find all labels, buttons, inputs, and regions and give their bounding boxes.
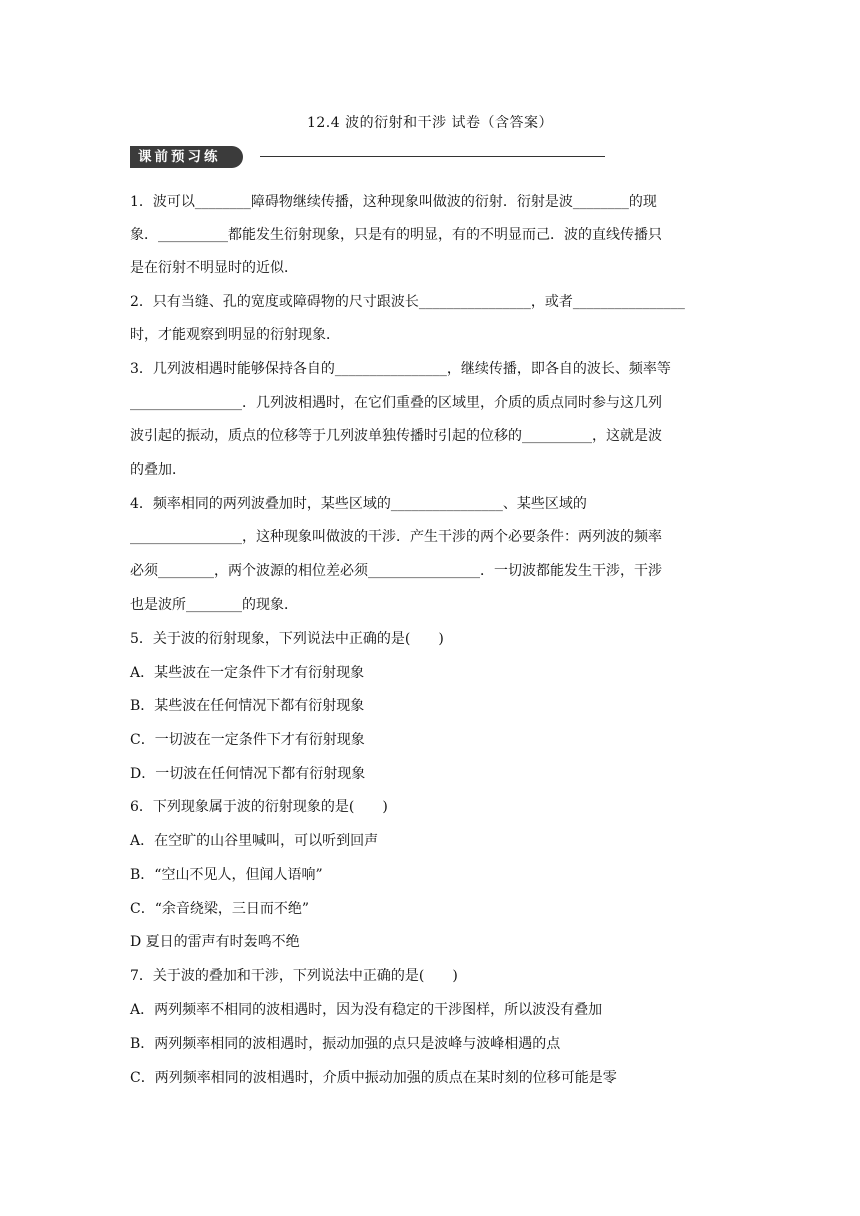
section-header (130, 146, 480, 168)
text-line: 也是波所________的现象． (130, 597, 298, 613)
answer-option: B．“空山不见人，但闻人语响” (130, 867, 323, 883)
text-line: ________________．几列波相遇时，在它们重叠的区域里，介质的质点同时参与这几列 (130, 395, 662, 411)
answer-option: D 夏日的雷声有时轰鸣不绝 (130, 934, 300, 950)
text-line: 1．波可以________障碍物继续传播，这种现象叫做波的衍射．衍射是波________的现 (130, 194, 657, 210)
section-label: 课前预习练 (130, 146, 243, 168)
question-stem: 5．关于波的衍射现象，下列说法中正确的是( ) (130, 631, 444, 647)
answer-option: B．某些波在任何情况下都有衍射现象 (130, 698, 365, 714)
answer-option: C．“余音绕梁，三日而不绝” (130, 901, 310, 917)
answer-option: C．一切波在一定条件下才有衍射现象 (130, 732, 365, 748)
text-line: 是在衍射不明显时的近似． (130, 260, 298, 276)
answer-option: A．某些波在一定条件下才有衍射现象 (130, 665, 365, 681)
answer-option: A．两列频率不相同的波相遇时，因为没有稳定的干涉图样，所以波没有叠加 (130, 1002, 603, 1018)
document-title: 12.4 波的衍射和干涉 试卷（含答案） (306, 115, 554, 131)
text-line: 象．__________都能发生衍射现象，只是有的明显，有的不明显而己．波的直线传播只 (130, 227, 662, 243)
text-line: 时，才能观察到明显的衍射现象． (130, 327, 340, 343)
text-line: 必须________，两个波源的相位差必须________________．一切波都能发生干涉，干涉 (130, 563, 662, 579)
question-stem: 6．下列现象属于波的衍射现象的是( ) (130, 799, 388, 815)
bullet-dot-icon (245, 152, 255, 162)
text-line: ________________，这种现象叫做波的干涉．产生干涉的两个必要条件：两列波的频率 (130, 529, 662, 545)
text-line: 波引起的振动，质点的位移等于几列波单独传播时引起的位移的__________，这就是波 (130, 428, 662, 444)
answer-option: B．两列频率相同的波相遇时，振动加强的点只是波峰与波峰相遇的点 (130, 1036, 561, 1052)
text-line: 2．只有当缝、孔的宽度或障碍物的尺寸跟波长________________，或者________________ (130, 294, 685, 310)
answer-option: C．两列频率相同的波相遇时，介质中振动加强的质点在某时刻的位移可能是零 (130, 1070, 617, 1086)
text-line: 4．频率相同的两列波叠加时，某些区域的________________、某些区域的 (130, 496, 587, 512)
answer-option: A．在空旷的山谷里喊叫，可以听到回声 (130, 833, 379, 849)
section-rule (260, 156, 605, 157)
text-line: 3．几列波相遇时能够保持各自的________________，继续传播，即各自的波长、频率等 (130, 361, 671, 377)
text-line: 的叠加． (130, 462, 186, 478)
question-stem: 7．关于波的叠加和干涉，下列说法中正确的是( ) (130, 968, 458, 984)
answer-option: D．一切波在任何情况下都有衍射现象 (130, 766, 366, 782)
